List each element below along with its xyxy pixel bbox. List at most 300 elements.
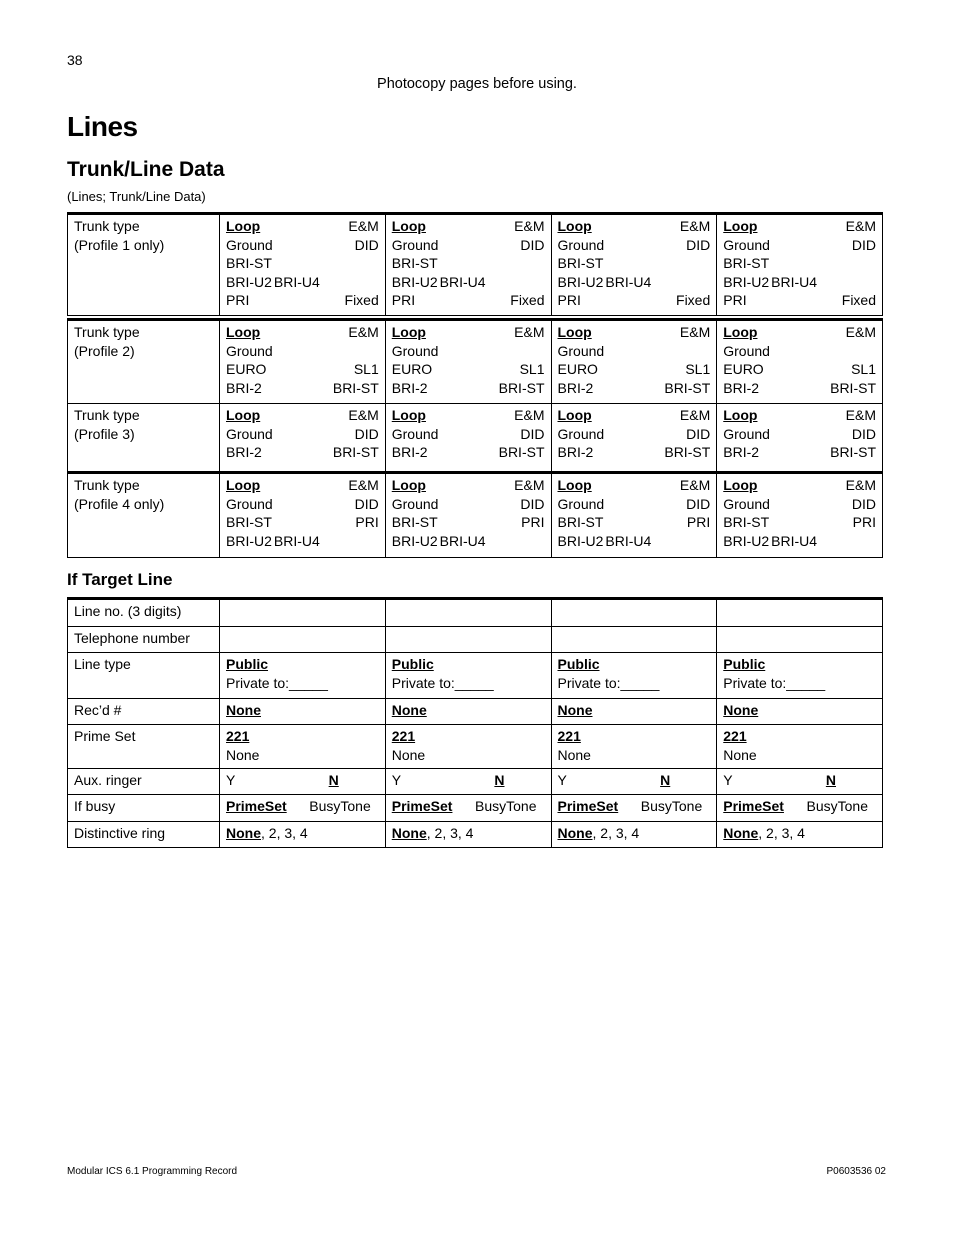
option: BRI-U2 (226, 273, 272, 290)
option: E&M (348, 407, 379, 423)
target-row-label (68, 627, 220, 653)
option: Ground (391, 495, 439, 512)
private-option (392, 674, 545, 693)
option: E&M (514, 407, 545, 423)
option-line (226, 291, 379, 310)
option: None (557, 746, 591, 763)
target-row (68, 627, 883, 653)
option-line (226, 236, 379, 255)
option: BRI-2 (723, 379, 760, 396)
trunk-type-table (67, 318, 883, 473)
option-line (723, 379, 876, 398)
default-option: None (557, 825, 593, 841)
option: Y (557, 772, 567, 788)
target-value-cell[interactable] (220, 599, 386, 627)
target-value-cell[interactable] (385, 822, 551, 848)
option: EURO (226, 361, 267, 378)
option: E&M (348, 477, 379, 493)
trunk-type-table (67, 471, 883, 558)
option: E&M (679, 477, 711, 493)
target-row (68, 653, 883, 699)
option: BRI-2 (391, 444, 428, 461)
label-text: If busy (74, 798, 116, 814)
option-line (723, 217, 876, 236)
default-option: PrimeSet (226, 798, 287, 814)
section-note: (Lines; Trunk/Line Data) (67, 189, 206, 204)
option-line (392, 342, 545, 361)
option: SL1 (685, 361, 711, 378)
target-row-label (68, 699, 220, 725)
target-value-cell[interactable] (220, 795, 386, 822)
option-line (558, 532, 711, 551)
default-option: 221 (391, 728, 416, 744)
option-line (392, 495, 545, 514)
prime-set-default (723, 727, 876, 746)
option: DID (851, 495, 876, 512)
option: BRI-2 (557, 379, 594, 396)
target-value-cell[interactable] (385, 627, 551, 653)
trunk-option-cell[interactable] (385, 214, 551, 316)
option-line (392, 443, 545, 462)
option: Fixed (676, 292, 711, 309)
trunk-option-cell[interactable] (551, 473, 717, 558)
option: BusyTone (640, 798, 703, 814)
option-line (558, 513, 711, 532)
option: BRI-ST (557, 255, 604, 272)
default-option: 221 (226, 728, 250, 744)
option-line (723, 291, 876, 310)
default-option: PrimeSet (391, 798, 453, 814)
option: Ground (557, 495, 605, 512)
page-number: 38 (67, 52, 83, 68)
option: EURO (557, 361, 598, 378)
option: BRI-ST (332, 379, 379, 396)
target-value-cell[interactable] (551, 627, 717, 653)
option: BRI-U2 (557, 532, 604, 549)
option: BusyTone (806, 798, 868, 814)
target-value-cell[interactable] (717, 699, 883, 725)
option: E&M (845, 218, 876, 234)
option: BRI-ST (226, 514, 272, 531)
option-line (226, 425, 379, 444)
option: DID (686, 236, 711, 253)
default-option: Loop (391, 407, 426, 423)
default-option: Loop (226, 407, 261, 423)
target-value-cell[interactable] (220, 822, 386, 848)
option-line (723, 443, 876, 462)
target-row-label (68, 822, 220, 848)
option: E&M (679, 407, 711, 423)
option: PRI (852, 514, 876, 531)
target-row (68, 795, 883, 822)
option: Private to:_____ (226, 674, 328, 691)
option-line (723, 236, 876, 255)
option-line (558, 495, 711, 514)
label-line: Trunk type (74, 407, 140, 423)
option: BRI-U2 (391, 532, 438, 549)
option-line (226, 254, 379, 273)
trunk-option-cell[interactable] (220, 214, 386, 316)
target-value-cell[interactable] (220, 627, 386, 653)
option: SL1 (851, 361, 876, 378)
default-option: Public (557, 656, 600, 672)
target-value-cell[interactable] (717, 822, 883, 848)
option: Ground (557, 425, 605, 442)
trunk-option-cell[interactable] (385, 404, 551, 473)
option: BusyTone (475, 798, 537, 814)
label-line: (Profile 4 only) (74, 495, 165, 512)
prime-set-none (392, 746, 545, 765)
target-value-cell[interactable] (220, 699, 386, 725)
default-option: 221 (557, 728, 581, 744)
option-line (226, 406, 379, 425)
option-line (226, 217, 379, 236)
option: Private to:_____ (391, 674, 494, 691)
option: EURO (391, 361, 433, 378)
option-line (226, 323, 379, 342)
trunk-option-cell[interactable] (717, 404, 883, 473)
label-text: Prime Set (74, 728, 136, 744)
prime-set-default (226, 727, 379, 746)
option-line (392, 236, 545, 255)
trunk-option-cell[interactable] (220, 320, 386, 404)
option: , 2, 3, 4 (758, 825, 805, 841)
option: BRI-U4 (273, 532, 320, 549)
option: BRI-ST (830, 444, 876, 461)
option: E&M (845, 324, 876, 340)
photocopy-notice: Photocopy pages before using. (377, 76, 577, 92)
trunk-type-label (68, 473, 220, 558)
target-value-cell[interactable] (551, 822, 717, 848)
option: DID (851, 425, 876, 442)
option: Ground (723, 236, 770, 253)
trunk-option-cell[interactable] (385, 320, 551, 404)
target-value-cell[interactable] (717, 725, 883, 769)
trunk-row (68, 320, 883, 404)
target-value-cell[interactable] (385, 795, 551, 822)
trunk-option-cell[interactable] (551, 320, 717, 404)
label-text: Distinctive ring (74, 825, 166, 841)
option: DID (354, 425, 379, 442)
option-line (226, 443, 379, 462)
default-option: Public (226, 656, 269, 672)
option-line (392, 406, 545, 425)
option-line (392, 532, 545, 551)
option: BRI-2 (226, 444, 262, 461)
option-line (558, 291, 711, 310)
option-line (723, 273, 876, 292)
option: PRI (355, 514, 379, 531)
option: Y (391, 772, 402, 788)
prime-set-default (392, 727, 545, 746)
trunk-row (68, 473, 883, 558)
option: PRI (557, 292, 581, 309)
option: Ground (391, 425, 439, 442)
target-value-cell[interactable] (220, 653, 386, 699)
aux-ringer-options (226, 771, 379, 790)
default-option: None (226, 702, 261, 718)
option: BRI-2 (723, 444, 760, 461)
option: BRI-2 (557, 444, 594, 461)
prime-set-none (226, 746, 379, 765)
default-option: Public (391, 656, 434, 672)
target-value-cell[interactable] (551, 699, 717, 725)
target-value-cell[interactable] (385, 653, 551, 699)
option-line (392, 425, 545, 444)
aux-ringer-options (392, 771, 545, 790)
default-option: Public (723, 656, 766, 672)
private-option (723, 674, 876, 693)
trunk-option-cell[interactable] (551, 214, 717, 316)
public-option (392, 655, 545, 674)
target-value-cell[interactable] (551, 599, 717, 627)
option: E&M (514, 477, 545, 493)
option: DID (851, 236, 876, 253)
if-busy-options (226, 797, 379, 816)
option: E&M (679, 218, 711, 234)
option: Y (226, 772, 236, 788)
target-row (68, 822, 883, 848)
option-line (723, 513, 876, 532)
target-value-cell[interactable] (385, 699, 551, 725)
option-line (226, 495, 379, 514)
target-row (68, 699, 883, 725)
target-value-cell[interactable] (551, 769, 717, 795)
option: PRI (723, 292, 747, 309)
option: Ground (226, 342, 273, 359)
trunk-type-label (68, 404, 220, 473)
trunk-option-cell[interactable] (551, 404, 717, 473)
option-line (558, 273, 711, 292)
option: PRI (686, 514, 711, 531)
option-line (723, 495, 876, 514)
option: E&M (845, 407, 876, 423)
option: BRI-U4 (439, 273, 486, 290)
option-line (392, 379, 545, 398)
default-option: N (328, 772, 339, 788)
target-row-label (68, 725, 220, 769)
option: DID (520, 236, 545, 253)
footer-document-title: Modular ICS 6.1 Programming Record (67, 1166, 238, 1177)
default-option: Loop (557, 218, 592, 234)
prime-set-none (558, 746, 711, 765)
option: BRI-ST (498, 444, 545, 461)
option: BRI-ST (557, 514, 604, 531)
option: BRI-2 (391, 379, 428, 396)
target-value-cell[interactable] (717, 795, 883, 822)
option: BRI-U4 (605, 532, 652, 549)
option: PRI (226, 292, 250, 309)
option: None (391, 746, 426, 763)
option-line (392, 476, 545, 495)
option-line (558, 254, 711, 273)
default-option: Loop (226, 324, 261, 340)
option: BRI-U4 (771, 273, 818, 290)
default-option: Loop (557, 324, 592, 340)
default-option: None (391, 702, 427, 718)
target-value-cell[interactable] (220, 769, 386, 795)
target-row-label (68, 769, 220, 795)
label-line: Trunk type (74, 324, 140, 340)
option-line (723, 406, 876, 425)
trunk-type-table (67, 212, 883, 316)
option: BRI-ST (664, 379, 711, 396)
option: Ground (391, 342, 439, 359)
default-option: N (494, 772, 505, 788)
default-option: Loop (723, 324, 758, 340)
option: Private to:_____ (557, 674, 660, 691)
option: BRI-U4 (439, 532, 486, 549)
option-line (392, 291, 545, 310)
public-option (558, 655, 711, 674)
option: DID (520, 495, 545, 512)
target-value-cell[interactable] (717, 653, 883, 699)
option: E&M (679, 324, 711, 340)
target-value-cell[interactable] (385, 599, 551, 627)
option: Fixed (344, 292, 379, 309)
option-line (558, 379, 711, 398)
target-value-cell[interactable] (717, 599, 883, 627)
target-row-label (68, 599, 220, 627)
option-line (558, 323, 711, 342)
default-option: Loop (557, 407, 592, 423)
option: DID (354, 495, 379, 512)
page-title: Lines (67, 111, 138, 142)
target-value-cell[interactable] (385, 725, 551, 769)
if-busy-options (558, 797, 711, 816)
label-line: (Profile 1 only) (74, 236, 165, 253)
option: E&M (514, 324, 545, 340)
option: SL1 (519, 361, 545, 378)
default-option: PrimeSet (557, 798, 619, 814)
option: BRI-U4 (273, 273, 320, 290)
option-line (558, 236, 711, 255)
target-line-title: If Target Line (67, 570, 173, 589)
default-option: None (226, 825, 261, 841)
default-option: N (825, 772, 836, 788)
option: BRI-ST (664, 444, 711, 461)
option: E&M (348, 324, 379, 340)
target-value-cell[interactable] (551, 653, 717, 699)
option: BRI-ST (391, 255, 438, 272)
prime-set-default (558, 727, 711, 746)
target-value-cell[interactable] (717, 627, 883, 653)
option: BRI-ST (332, 444, 379, 461)
target-row (68, 769, 883, 795)
trunk-type-label (68, 320, 220, 404)
option-line (392, 513, 545, 532)
trunk-option-cell[interactable] (717, 214, 883, 316)
trunk-option-cell[interactable] (717, 473, 883, 558)
option: BRI-U4 (605, 273, 652, 290)
option: Ground (723, 495, 770, 512)
default-option: N (660, 772, 671, 788)
label-line: Trunk type (74, 477, 140, 493)
option-line (558, 217, 711, 236)
option: Private to:_____ (723, 674, 826, 691)
option: DID (520, 425, 545, 442)
label-text: Rec’d # (74, 702, 122, 718)
option: E&M (514, 218, 545, 234)
option-line (723, 532, 876, 551)
default-option: Loop (226, 477, 261, 493)
option-line (723, 342, 876, 361)
option: Y (723, 772, 733, 788)
default-option: PrimeSet (723, 798, 784, 814)
option: PRI (391, 292, 416, 309)
option: DID (686, 425, 711, 442)
trunk-option-cell[interactable] (717, 320, 883, 404)
option: BRI-U2 (557, 273, 604, 290)
aux-ringer-options (723, 771, 876, 790)
prime-set-none (723, 746, 876, 765)
option: SL1 (353, 361, 379, 378)
target-line-table (67, 597, 883, 848)
option-line (226, 379, 379, 398)
option: BRI-ST (830, 379, 876, 396)
trunk-option-cell[interactable] (220, 473, 386, 558)
trunk-row (68, 214, 883, 316)
option-line (558, 342, 711, 361)
option-line (723, 254, 876, 273)
option: Fixed (841, 292, 876, 309)
trunk-option-cell[interactable] (385, 473, 551, 558)
option: Ground (557, 236, 605, 253)
option: Ground (723, 342, 770, 359)
option: DID (686, 495, 711, 512)
option-line (723, 360, 876, 379)
label-line: Trunk type (74, 218, 140, 234)
default-option: None (723, 825, 759, 841)
label-line: (Profile 2) (74, 342, 135, 359)
option-line (226, 273, 379, 292)
label-text: Aux. ringer (74, 772, 142, 788)
option: , 2, 3, 4 (592, 825, 640, 841)
public-option (723, 655, 876, 674)
option-line (226, 360, 379, 379)
option: Ground (226, 425, 273, 442)
target-value-cell[interactable] (551, 795, 717, 822)
option-line (226, 513, 379, 532)
target-value-cell[interactable] (385, 769, 551, 795)
label-line: (Profile 3) (74, 425, 135, 442)
target-value-cell[interactable] (551, 725, 717, 769)
default-option: Loop (723, 477, 758, 493)
option: EURO (723, 361, 764, 378)
default-option: Loop (723, 218, 758, 234)
target-value-cell[interactable] (220, 725, 386, 769)
default-option: Loop (557, 477, 592, 493)
label-text: Telephone number (74, 630, 190, 646)
target-value-cell[interactable] (717, 769, 883, 795)
option-line (558, 443, 711, 462)
option: BRI-ST (391, 514, 438, 531)
default-option: Loop (723, 407, 758, 423)
option: BRI-ST (723, 255, 770, 272)
option: BusyTone (309, 798, 371, 814)
default-option: None (391, 825, 427, 841)
trunk-option-cell[interactable] (220, 404, 386, 473)
option: BRI-U2 (226, 532, 272, 549)
option-line (226, 342, 379, 361)
if-busy-options (723, 797, 876, 816)
option: Ground (226, 236, 273, 253)
option-line (558, 425, 711, 444)
option: BRI-U2 (391, 273, 438, 290)
option: Ground (226, 495, 273, 512)
option: None (226, 746, 260, 763)
option: DID (354, 236, 379, 253)
